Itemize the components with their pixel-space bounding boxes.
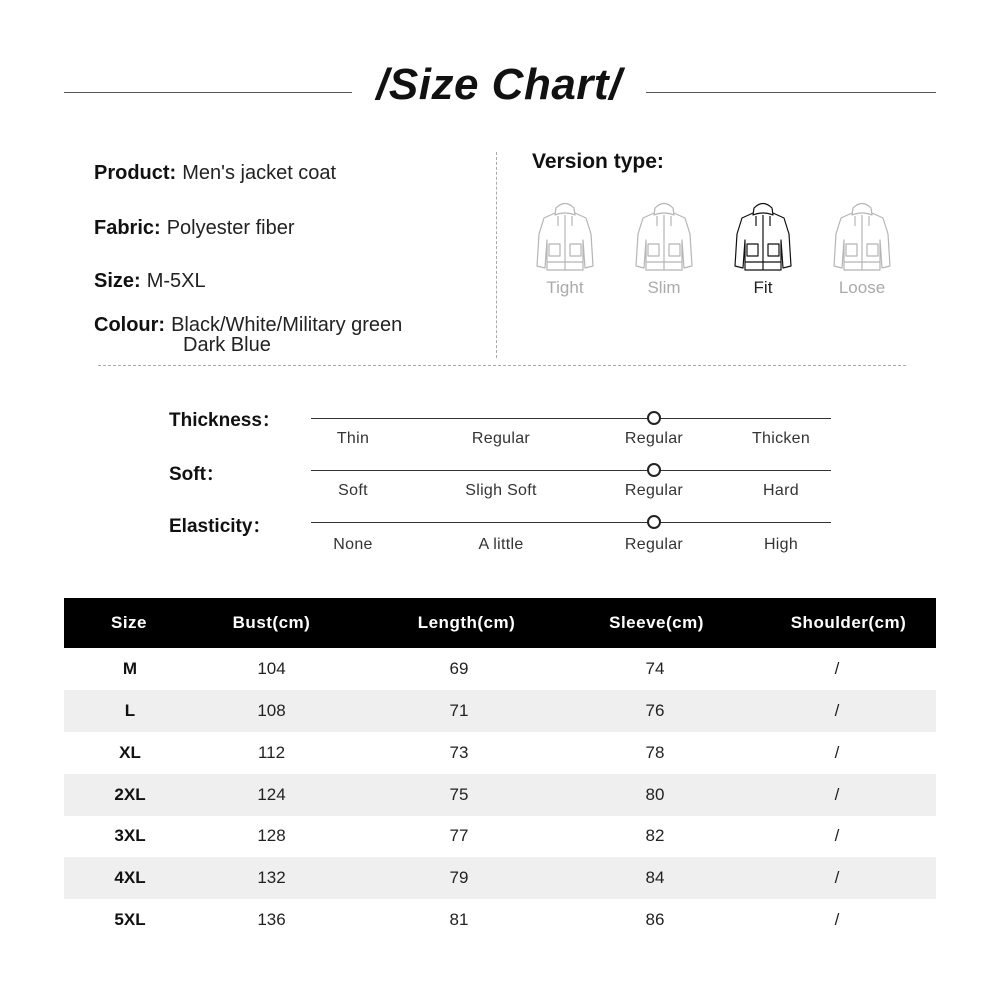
cell-shoulder: / (834, 659, 840, 678)
fabric-row (94, 217, 295, 240)
soft-selected-marker (647, 463, 661, 477)
soft-option-1: Sligh Soft (465, 482, 537, 499)
table-row (64, 690, 936, 732)
cell-length: 71 (449, 701, 469, 720)
colour-value-line2: Dark Blue (183, 334, 271, 356)
soft-option-2: Regular (624, 482, 684, 499)
colour-key: Colour: (94, 314, 166, 336)
elasticity-option-0: None (333, 536, 373, 553)
cell-bust: 128 (257, 826, 286, 845)
jacket-loose-icon (831, 200, 893, 274)
page-title: /Size Chart/ (376, 60, 622, 109)
cell-size: L (124, 701, 136, 720)
elasticity-scale-line (311, 522, 831, 523)
cell-shoulder: / (834, 910, 840, 929)
size-key: Size: (94, 270, 141, 292)
header-size: Size (110, 613, 148, 632)
cell-shoulder: / (834, 868, 840, 887)
elasticity-option-1: A little (478, 536, 524, 553)
elasticity-label: Elasticity： (169, 516, 272, 537)
jacket-slim-icon (633, 200, 695, 274)
cell-bust: 132 (257, 868, 286, 887)
product-row (94, 162, 336, 185)
thickness-option-1: Regular (471, 430, 531, 447)
cell-sleeve: 86 (645, 910, 665, 929)
cell-shoulder: / (834, 785, 840, 804)
size-row (94, 270, 206, 293)
cell-size: M (122, 659, 138, 678)
table-row (64, 815, 936, 857)
cell-size: 5XL (114, 910, 146, 929)
elasticity-option-2: Regular (624, 536, 684, 553)
cell-shoulder: / (834, 826, 840, 845)
soft-option-3: Hard (763, 482, 799, 499)
elasticity-selected-marker (647, 515, 661, 529)
cell-shoulder: / (834, 743, 840, 762)
cell-size: 2XL (114, 785, 146, 804)
horizontal-divider (98, 365, 906, 366)
header-bust: Bust(cm) (232, 613, 311, 632)
header-sleeve: Sleeve(cm) (609, 613, 704, 632)
soft-scale-line (311, 470, 831, 471)
header-length: Length(cm) (417, 613, 516, 632)
table-row (64, 648, 936, 690)
cell-size: XL (119, 743, 141, 762)
cell-bust: 124 (257, 785, 286, 804)
cell-sleeve: 84 (645, 868, 665, 887)
jacket-tight-icon (534, 200, 596, 274)
jacket-fit-icon (732, 200, 794, 274)
fabric-key: Fabric: (94, 217, 161, 239)
cell-bust: 136 (257, 910, 286, 929)
version-type-title: Version type: (532, 150, 664, 173)
size-value: M-5XL (146, 270, 206, 292)
cell-length: 77 (449, 826, 469, 845)
table-header (64, 598, 936, 648)
thickness-option-2: Regular (624, 430, 684, 447)
cell-bust: 108 (257, 701, 286, 720)
soft-option-0: Soft (338, 482, 368, 499)
cell-size: 3XL (114, 826, 146, 845)
cell-shoulder: / (834, 701, 840, 720)
cell-length: 79 (449, 868, 469, 887)
title-rule-left (64, 92, 352, 93)
soft-label: Soft： (169, 464, 225, 485)
thickness-scale-line (311, 418, 831, 419)
thickness-label: Thickness： (169, 410, 281, 431)
version-label-fit: Fit (753, 278, 773, 297)
cell-sleeve: 74 (645, 659, 665, 678)
cell-sleeve: 82 (645, 826, 665, 845)
fabric-value: Polyester fiber (166, 217, 295, 239)
title-rule-right (646, 92, 936, 93)
version-label-tight: Tight (546, 278, 584, 297)
cell-length: 81 (449, 910, 469, 929)
colour-value: Black/White/Military green (171, 314, 403, 336)
cell-sleeve: 76 (645, 701, 665, 720)
cell-length: 69 (449, 659, 469, 678)
elasticity-option-3: High (763, 536, 799, 553)
cell-size: 4XL (114, 868, 146, 887)
cell-length: 73 (449, 743, 469, 762)
thickness-option-3: Thicken (751, 430, 811, 447)
table-row (64, 774, 936, 816)
vertical-divider (496, 152, 497, 358)
table-row (64, 857, 936, 899)
table-row (64, 899, 936, 941)
cell-sleeve: 78 (645, 743, 665, 762)
thickness-selected-marker (647, 411, 661, 425)
product-value: Men's jacket coat (182, 162, 337, 184)
cell-bust: 112 (257, 743, 286, 762)
version-label-loose: Loose (838, 278, 886, 297)
version-label-slim: Slim (647, 278, 681, 297)
header-shoulder: Shoulder(cm) (790, 613, 907, 632)
cell-bust: 104 (257, 659, 286, 678)
thickness-option-0: Thin (336, 430, 370, 447)
product-key: Product: (94, 162, 177, 184)
cell-sleeve: 80 (645, 785, 665, 804)
cell-length: 75 (449, 785, 469, 804)
table-row (64, 732, 936, 774)
